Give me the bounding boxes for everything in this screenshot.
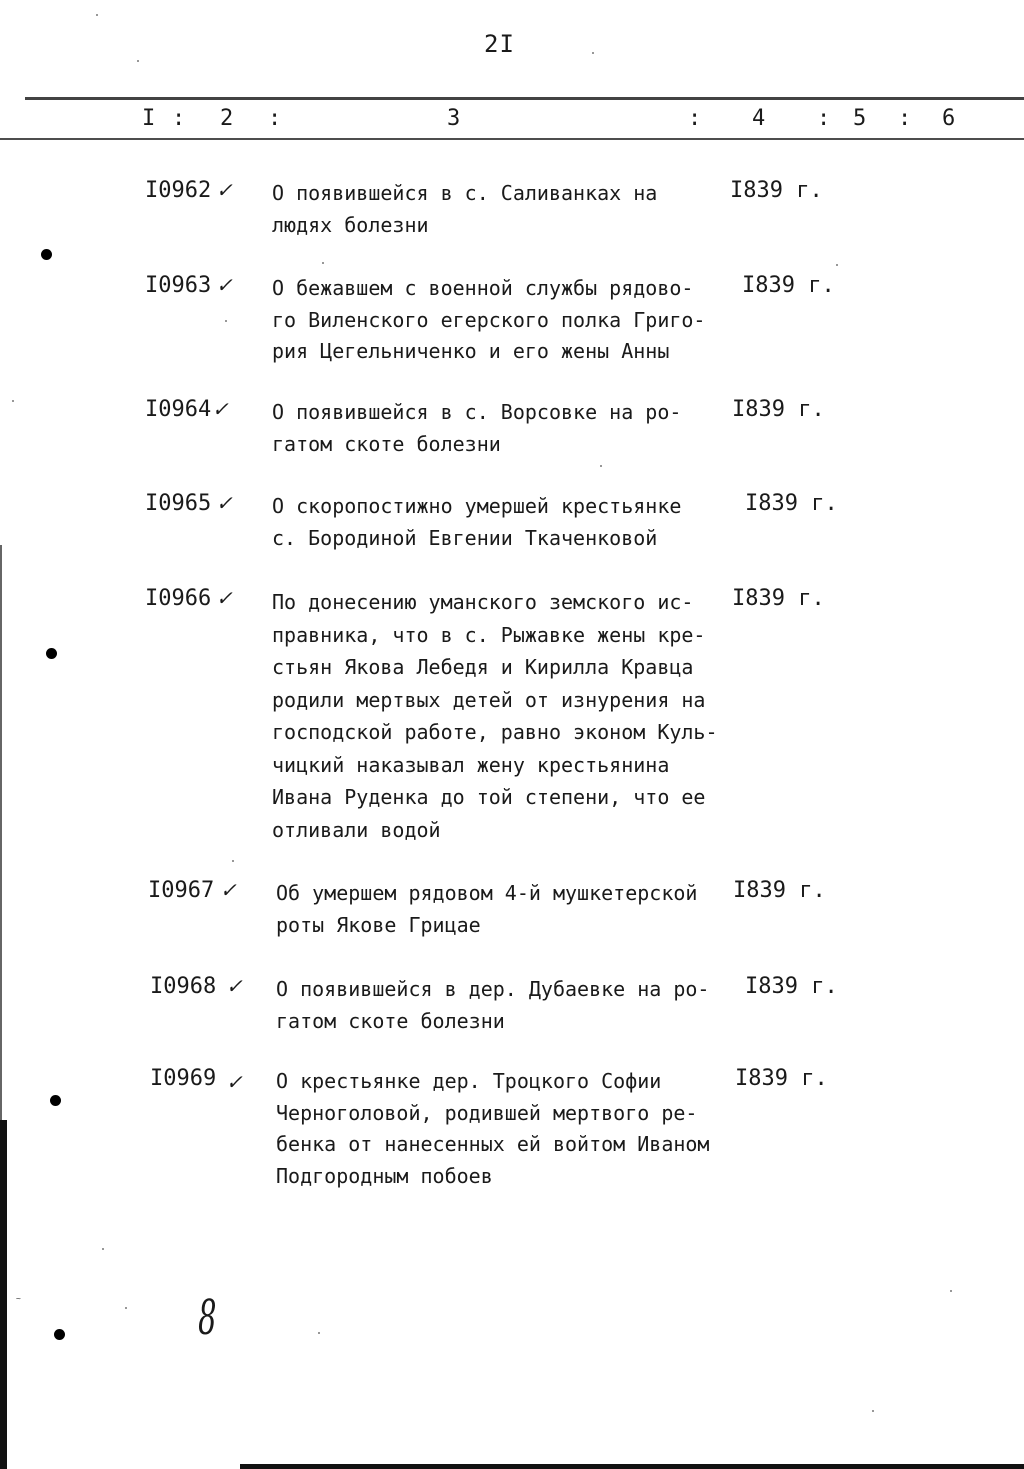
scan-speck	[322, 262, 324, 264]
checkmark-icon: ✓	[216, 273, 233, 297]
column-3-label: 3	[447, 106, 461, 131]
punch-hole-icon	[50, 1095, 61, 1106]
header-rule-bottom	[0, 138, 1024, 140]
scan-speck	[836, 264, 838, 266]
punch-hole-icon	[54, 1329, 65, 1340]
entry-number: I0965	[145, 491, 212, 516]
scan-speck	[125, 1307, 127, 1309]
handwritten-mark: 8	[198, 1290, 217, 1346]
checkmark-icon: ✓	[212, 397, 229, 421]
scan-speck	[96, 14, 98, 16]
entry-description: О крестьянке дер. Троцкого Софии Черноголовой, родившей мертвого ре- бенка от нанесенных ей войтом Иваном Подгородным побоев	[276, 1069, 710, 1188]
page-number: 2I	[484, 30, 515, 58]
entry-year: I839 г.	[745, 974, 838, 999]
scan-speck	[318, 1332, 320, 1334]
checkmark-icon: ✓	[216, 491, 233, 515]
scan-speck	[872, 1410, 874, 1412]
scan-speck	[600, 465, 602, 467]
entry-number: I0962	[145, 178, 212, 203]
entry-description: О появившейся в с. Ворсовке на ро- гатом скоте болезни	[272, 400, 682, 456]
column-1-label: I	[142, 106, 156, 131]
checkmark-icon: ✓	[216, 178, 233, 202]
scan-speck	[102, 1248, 104, 1250]
scan-edge	[0, 545, 2, 1120]
entry-year: I839 г.	[732, 586, 825, 611]
column-2-label: 2	[220, 106, 234, 131]
entry-description: Об умершем рядовом 4-й мушкетерской роты Якове Грицае	[276, 881, 698, 937]
scan-speck	[232, 860, 234, 862]
entry-number: I0964	[145, 397, 212, 422]
entry-year: I839 г.	[742, 273, 835, 298]
entry-description: О появившейся в дер. Дубаевке на ро- гатом скоте болезни	[276, 977, 710, 1033]
entry-number: I0966	[145, 586, 212, 611]
entry-year: I839 г.	[732, 397, 825, 422]
scan-speck	[225, 320, 227, 322]
entry-year: I839 г.	[733, 878, 826, 903]
column-separator: :	[268, 106, 282, 131]
entry-year: I839 г.	[735, 1066, 828, 1091]
column-separator: :	[688, 106, 702, 131]
checkmark-icon: ✓	[220, 878, 237, 902]
checkmark-icon: ✓	[226, 974, 243, 998]
entry-number: I0967	[148, 878, 215, 903]
column-separator: :	[172, 106, 186, 131]
scan-speck	[12, 400, 14, 402]
column-separator: :	[817, 106, 831, 131]
scan-speck	[137, 60, 139, 62]
entry-number: I0969	[150, 1066, 217, 1091]
entry-description: О появившейся в с. Саливанках на людях болезни	[272, 181, 658, 237]
column-4-label: 4	[752, 106, 766, 131]
column-separator: :	[898, 106, 912, 131]
margin-scribble: ~	[16, 1294, 21, 1303]
entry-description: О скоропостижно умершей крестьянке с. Бородиной Евгении Ткаченковой	[272, 494, 682, 550]
scan-edge	[0, 1120, 7, 1469]
scan-speck	[950, 1290, 952, 1292]
column-6-label: 6	[942, 106, 956, 131]
punch-hole-icon	[46, 648, 57, 659]
scan-edge	[240, 1464, 1024, 1469]
entry-year: I839 г.	[745, 491, 838, 516]
scan-speck	[592, 52, 594, 54]
entry-description: О бежавшем с военной службы рядово- го Виленского егерского полка Григо- рия Цегельниченко и его жены Анны	[272, 276, 706, 363]
punch-hole-icon	[41, 249, 52, 260]
checkmark-icon: ✓	[216, 586, 233, 610]
checkmark-icon: ✓	[226, 1070, 243, 1094]
entry-number: I0963	[145, 273, 212, 298]
entry-year: I839 г.	[730, 178, 823, 203]
column-5-label: 5	[853, 106, 867, 131]
entry-description: По донесению уманского земского ис- правника, что в с. Рыжавке жены кре- стьян Якова Лебедя и Кирилла Кравца родили мертвых детей от изнурения на господской работе, равно эконом Куль- чицкий наказывал жену крестьянина Ивана Руденка до той степени, что ее отливали водой	[272, 590, 718, 842]
header-rule-top	[25, 97, 1024, 100]
entry-number: I0968	[150, 974, 217, 999]
